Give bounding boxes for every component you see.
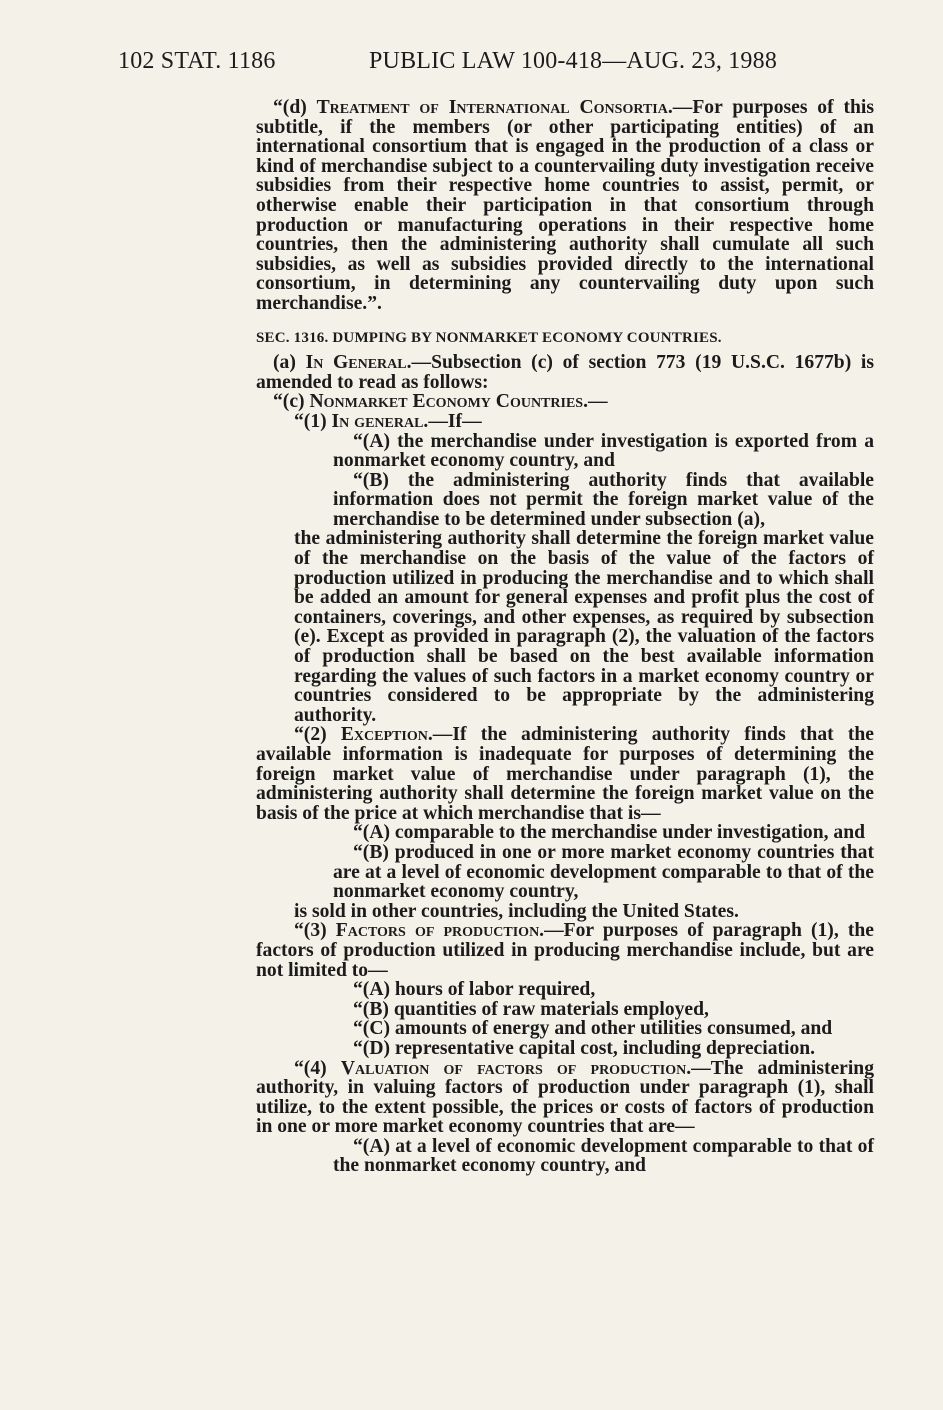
- paragraph-1-open: “(1): [294, 410, 332, 432]
- paragraph-4-open: “(4): [294, 1057, 341, 1079]
- paragraph-3-C: “(C) amounts of energy and other utilities consumed, and: [353, 1018, 833, 1040]
- paragraph-1-B: “(B) the administering authority finds that available information does not permit the foreign market value of the merchandise to be determined under subsection (a),: [333, 469, 874, 530]
- paragraph-1-text: —If—: [428, 410, 482, 432]
- paragraph-3-heading: Factors of production.: [335, 920, 545, 942]
- paragraph-4-A: “(A) at a level of economic development comparable to that of the nonmarket economy country, and: [333, 1135, 874, 1177]
- public-law-citation: PUBLIC LAW 100-418—AUG. 23, 1988: [369, 48, 778, 74]
- subsection-d-open: “(d): [273, 97, 317, 118]
- subsection-c-heading: Nonmarket Economy Countries.: [309, 391, 588, 413]
- paragraph-2-heading: Exception.: [340, 724, 433, 746]
- subsection-d: [256, 98, 874, 314]
- subsection-a-text: —Subsection (c) of section 773 (19 U.S.C. 1677b) is amended to read as follows:: [256, 352, 874, 393]
- paragraph-1-heading: In general.: [331, 410, 429, 432]
- subsection-c-text: —: [587, 391, 608, 413]
- paragraph-4: [256, 1059, 874, 1137]
- paragraph-3-A: “(A) hours of labor required,: [353, 979, 596, 1001]
- subsection-d-text: —For purposes of this subtitle, if the members (or other participating entities) of an international consortium that is engaged in the production of a class or kind of merchandise subject to a countervailing duty investigation receive subsidies from their respective home countries to assist, permit, or otherwise enable their participation in that consortium through production or manufacturing operations in their respective home countries, then the administering authority shall cumulate all such subsidies, as well as subsidies provided directly to the international consortium, in determining any countervailing duty upon such merchandise.”.: [256, 97, 874, 314]
- paragraph-4-text: —The administering authority, in valuing factors of production under paragraph (1), shall utilize, to the extent possible, the prices or costs of factors of production in one or more market economy countries that are—: [256, 1057, 874, 1138]
- subsection-c-open: “(c): [273, 391, 310, 413]
- subsection-a-open: (a): [273, 352, 306, 374]
- paragraph-3-text: —For purposes of paragraph (1), the factors of production utilized in producing merchandise include, but are not limited to—: [256, 920, 874, 981]
- paragraph-2-B: “(B) produced in one or more market economy countries that are at a level of economic development comparable to that of the nonmarket economy country,: [333, 841, 874, 903]
- paragraph-3-open: “(3): [294, 920, 336, 942]
- paragraph-2-open: “(2): [294, 724, 341, 746]
- subsection-a-heading: In General.: [305, 352, 412, 374]
- paragraph-3-D: “(D) representative capital cost, including depreciation.: [353, 1037, 816, 1059]
- paragraph-1-A: “(A) the merchandise under investigation is exported from a nonmarket economy country, and: [333, 430, 874, 472]
- paragraph-2-tail: is sold in other countries, including the United States.: [294, 900, 739, 922]
- paragraph-2-A: “(A) comparable to the merchandise under investigation, and: [353, 822, 865, 844]
- subsection-d-heading: Treatment of International Consortia.: [316, 97, 673, 118]
- stat-page-number: 102 STAT. 1186: [118, 48, 276, 74]
- paragraph-3-B: “(B) quantities of raw materials employed,: [353, 998, 709, 1020]
- paragraph-3: [256, 921, 874, 980]
- paragraph-2-text: —If the administering authority finds that the available information is inadequate for purposes of determining the foreign market value of merchandise under paragraph (1), the administering authority shall determine the foreign market value on the basis of the price at which merchandise that is—: [256, 724, 874, 824]
- paragraph-2: [256, 725, 874, 823]
- subsection-a: [256, 353, 874, 392]
- section-heading: SEC. 1316. DUMPING BY NONMARKET ECONOMY COUNTRIES.: [256, 329, 722, 346]
- statute-text: [256, 98, 874, 1176]
- paragraph-4-heading: Valuation of factors of production.: [340, 1057, 692, 1079]
- paragraph-1: [256, 412, 874, 432]
- paragraph-1-tail: the administering authority shall determine the foreign market value of the merchandise on the basis of the value of the factors of production utilized in producing the merchandise and to which shall be added an amount for general expenses and profit plus the cost of containers, coverings, and other expenses, as required by subsection (e). Except as provided in paragraph (2), the valuation of the factors of production shall be based on the best available information regarding the values of such factors in a market economy country or countries considered to be appropriate by the administering authority.: [294, 528, 874, 726]
- subsection-c: [256, 392, 874, 412]
